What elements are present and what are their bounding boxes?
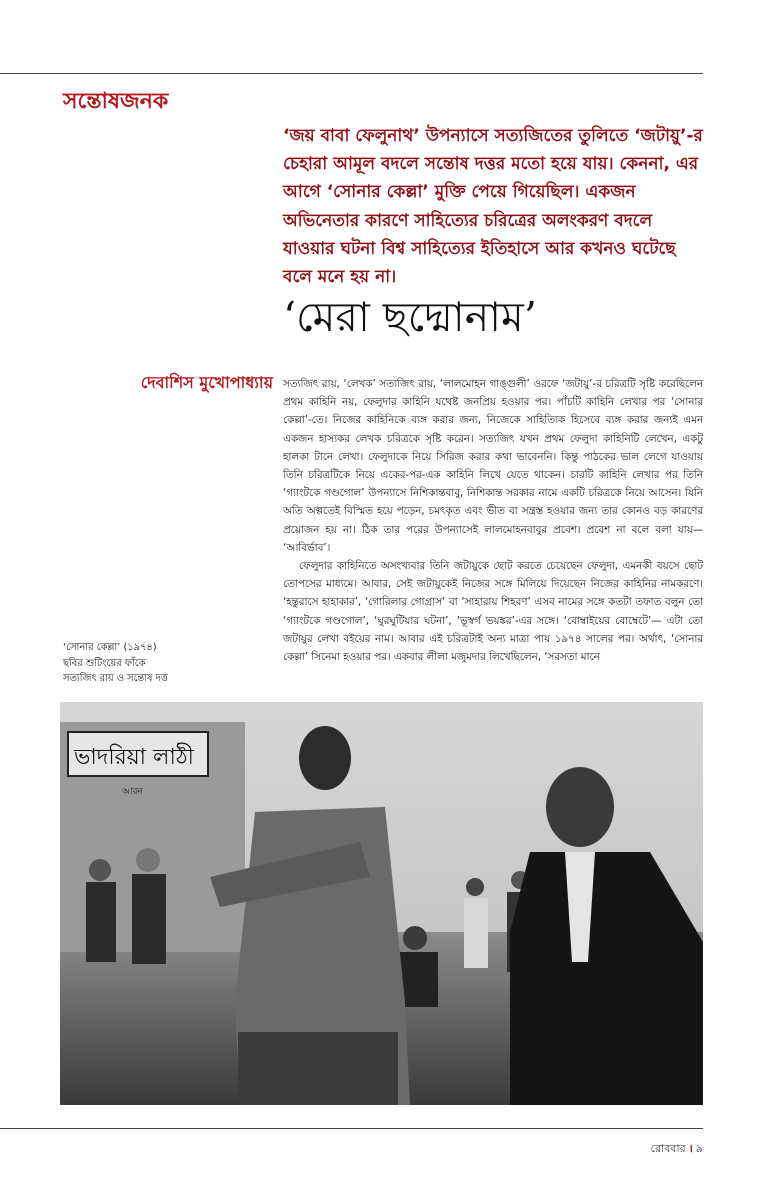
person-head xyxy=(466,878,484,896)
top-rule xyxy=(0,73,703,74)
page-number: ৯ xyxy=(695,1142,703,1155)
article-body xyxy=(283,375,703,666)
byline: দেবাশিস মুখোপাধ্যায় xyxy=(140,373,273,392)
body-paragraph: ফেলুদার কাহিনিতে অসংখ্যবার তিনি জটায়ুকে ছোট করতে চেয়েছেন ফেলুদা, এমনকী বয়সে ছোট তোপসের মাধ্যমে। আবার, সেই জটায়ুকেই নিজের সঙ্গে মিলিয়ে দিয়েছেন নিজের কাহিনির নামকরণে। ‘হন্তুরাসে হাহাকার’, ‘গোরিলার গোগ্রাস’ বা ‘সাহারায় শিহরণ’ এসব নামের সঙ্গে কতটা তফাত বলুন তো ‘গ্যাংটকে গণ্ডগোল’, ‘ঘুরঘুটিয়ার ঘটনা’, ‘ভূস্বর্গ ভয়ঙ্কর’-এর সঙ্গে। ‘বোম্বাইয়ের বোম্বেটে’— এটা তো জটায়ুর লেখা বইয়ের নাম। আবার এই চরিত্রটাই অন্য মাত্রা পায় ১৯৭৪ সালের পর। অর্থাৎ, ‘সোনার কেল্লা’ সিনেমা হওয়ার পর। একবার লীলা মজুমদার লিখেছিলেন, ‘সরসতা মানে xyxy=(283,560,703,664)
bottom-rule xyxy=(0,1128,703,1129)
page-footer xyxy=(600,1140,703,1159)
person-body xyxy=(464,898,488,968)
station-sign-sub: আরন xyxy=(122,787,143,797)
film-set-photo xyxy=(60,702,703,1105)
footer-separator: । xyxy=(688,1142,693,1155)
station-sign-text: ভাদরিয়া লাঠী xyxy=(74,745,194,770)
person-body xyxy=(132,874,166,964)
body-paragraph: সত্যজিৎ রায়, ‘লেখক’ সত্যজিৎ রায়, ‘লালমোহন গাঙ্গুলী’ ওরফে ‘জটায়ু’-র চরিত্রটি সৃষ্টি করেছিলেন প্রথম কাহিনি নয়, ফেলুদার কাহিনি যথেষ্ট জনপ্রিয় হওয়ার পর। পাঁচটি কাহিনি লেখার পর ‘সোনার কেল্লা’-তে। নিজের কাহিনিকে ব্যঙ্গ করার জন্য, নিজেকে সাহিত্যিক হিসেবে ব্যঙ্গ করার জন্যই এমন একজন হাস্যকর লেখক চরিত্রকে সৃষ্টি করেন। সত্যজিৎ যখন প্রথম ফেলুদা কাহিনিটি লেখেন, একটু হালকা টানে লেখা। ফেলুদাকে নিয়ে সিরিজ করার কথা ভাবেননি। কিন্তু পাঠকের ভাল লেগে যাওয়ায় তিনি চরিত্রটিকে নিয়ে একের-পর-এক কাহিনি লিখে যেতে থাকেন। চারটি কাহিনি লেখার পর তিনি ‘গ্যাংটকে গণ্ডগোল’ উপন্যাসে নিশিকান্তবাবু, নিশিকান্ত সরকার নামে একটি চরিত্রকে নিয়ে আসেন। যিনি অতি অল্পতেই বিস্মিত হয়ে পড়েন, চমৎকৃত এবং ভীত বা সন্ত্রস্ত হওয়ার জন্য তার কোনও বড় কারণের প্রয়োজন হয় না। ঠিক তার পরের উপন্যাসেই লালমোহনবাবুর প্রবেশ। প্রবেশ না বলে বলা যায়— ‘আবির্ভাব’। xyxy=(283,378,703,554)
photo-illustration xyxy=(60,702,703,1105)
person-head xyxy=(89,859,111,881)
headline: ‘মেরা ছদ্মোনাম’ xyxy=(283,293,537,341)
actor-head xyxy=(546,767,614,847)
caption-line: ছবির শুটিংয়ের ফাঁকে xyxy=(63,657,146,669)
magazine-name: রোববার xyxy=(650,1142,686,1155)
person-body xyxy=(86,882,116,962)
caption-line: সত্যজিৎ রায় ও সন্তোষ দত্ত xyxy=(63,673,168,684)
standfirst: ‘জয় বাবা ফেলুনাথ’ উপন্যাসে সত্যজিতের তুলিতে ‘জটায়ু’-র চেহারা আমূল বদলে সন্তোষ দত্তর মতো হয়ে যায়। কেননা, এর আগে ‘সোনার কেল্লা’ মুক্তি পেয়ে গিয়েছিল। একজন অভিনেতার কারণে সাহিত্যের চরিত্রের অলংকরণ বদলে যাওয়ার ঘটনা বিশ্ব সাহিত্যের ইতিহাসে আর কখনও ঘটেছে বলে মনে হয় না। xyxy=(283,126,703,288)
section-label: সন্তোষজনক xyxy=(63,89,169,114)
director-trousers xyxy=(238,1032,398,1105)
person-head xyxy=(136,848,160,872)
crew-head xyxy=(403,926,427,950)
director-head xyxy=(299,726,351,790)
photo-caption xyxy=(63,640,263,687)
caption-line: ‘সোনার কেল্লা’ (১৯৭৪) xyxy=(63,642,157,653)
